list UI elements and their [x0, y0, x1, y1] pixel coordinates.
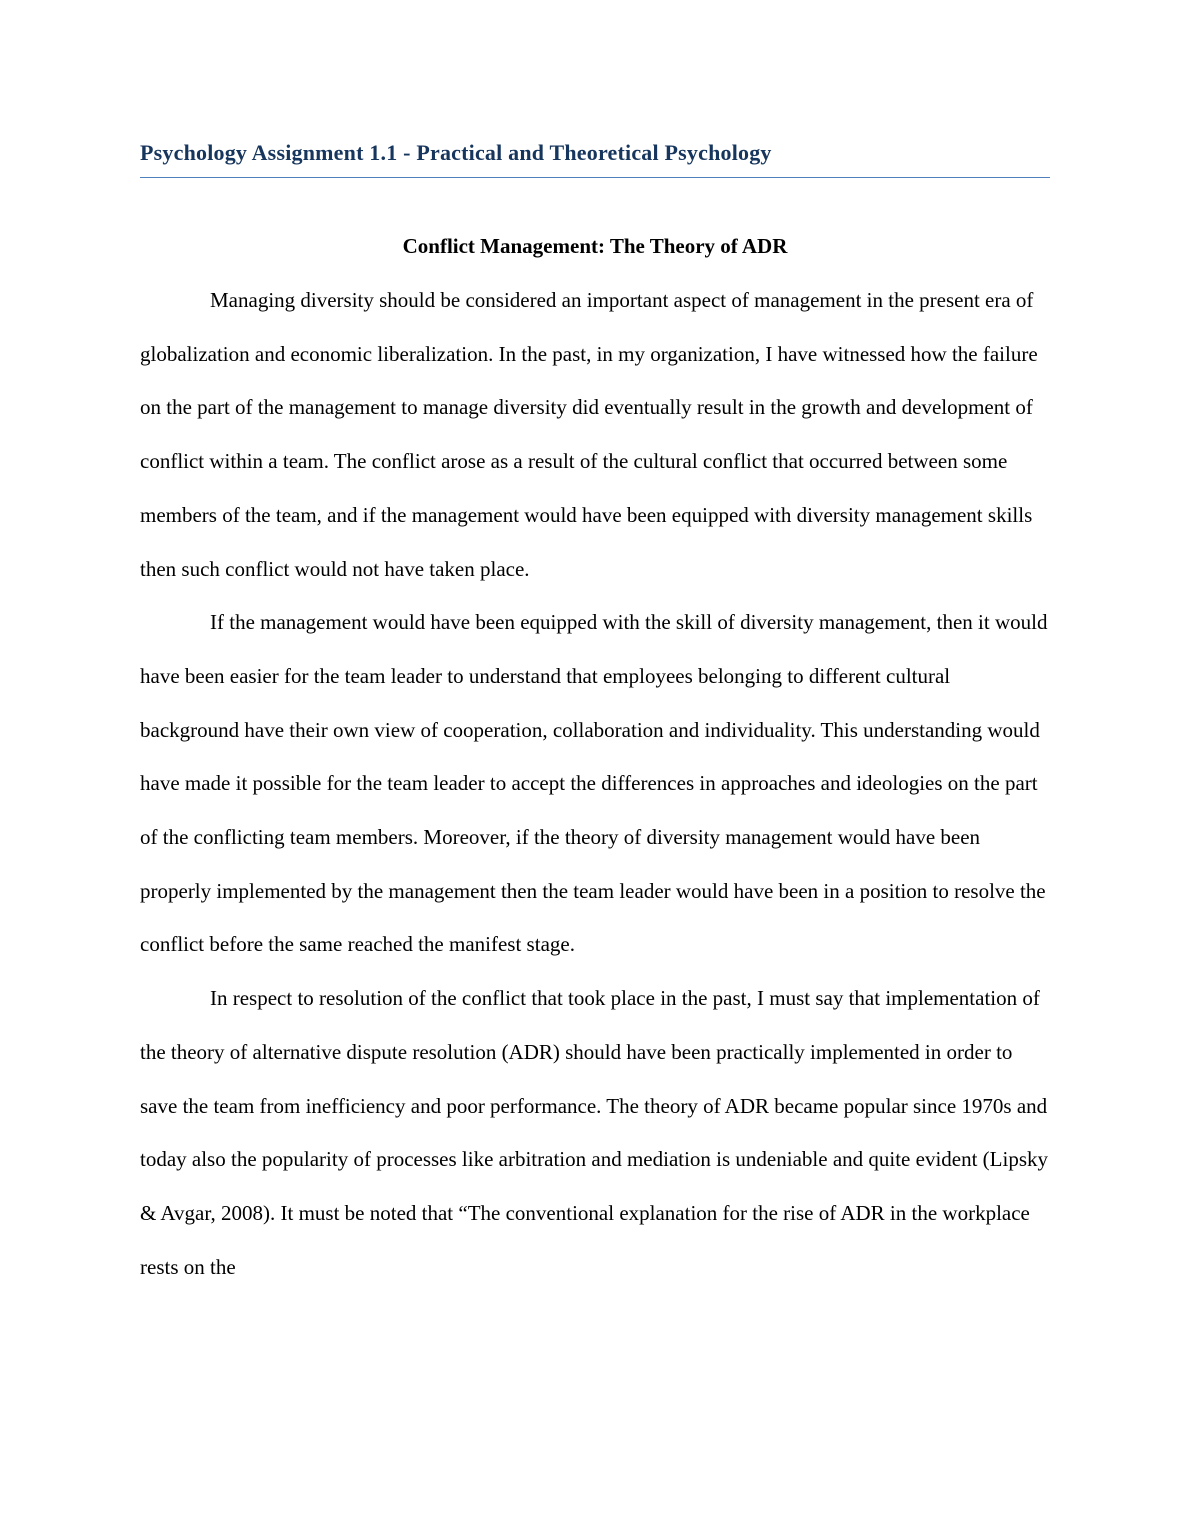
- page-header: [140, 138, 1050, 178]
- paragraph: If the management would have been equipped with the skill of diversity management, then it would have been easier for the team leader to understand that employees belonging to different cultural background have their own view of cooperation, collaboration and individuality. This understanding would have made it possible for the team leader to accept the differences in approaches and ideologies on the part of the conflicting team members. Moreover, if the theory of diversity management would have been properly implemented by the management then the team leader would have been in a position to resolve the conflict before the same reached the manifest stage.: [140, 610, 1048, 957]
- document-title: Conflict Management: The Theory of ADR: [402, 234, 788, 258]
- document-body: [140, 274, 1050, 1294]
- paragraph: Managing diversity should be considered an important aspect of management in the present era of globalization and economic liberalization. In the past, in my organization, I have witnessed how the failure on the part of the management to manage diversity did eventually result in the growth and development of conflict within a team. The conflict arose as a result of the cultural conflict that occurred between some members of the team, and if the management would have been equipped with diversity management skills then such conflict would not have taken place.: [140, 288, 1038, 581]
- paragraph: In respect to resolution of the conflict that took place in the past, I must say that implementation of the theory of alternative dispute resolution (ADR) should have been practically implemented in order to save the team from inefficiency and poor performance. The theory of ADR became popular since 1970s and today also the popularity of processes like arbitration and mediation is undeniable and quite evident (Lipsky & Avgar, 2008). It must be noted that “The conventional explanation for the rise of ADR in the workplace rests on the: [140, 986, 1049, 1279]
- header-title: Psychology Assignment 1.1 - Practical and Theoretical Psychology: [140, 140, 772, 165]
